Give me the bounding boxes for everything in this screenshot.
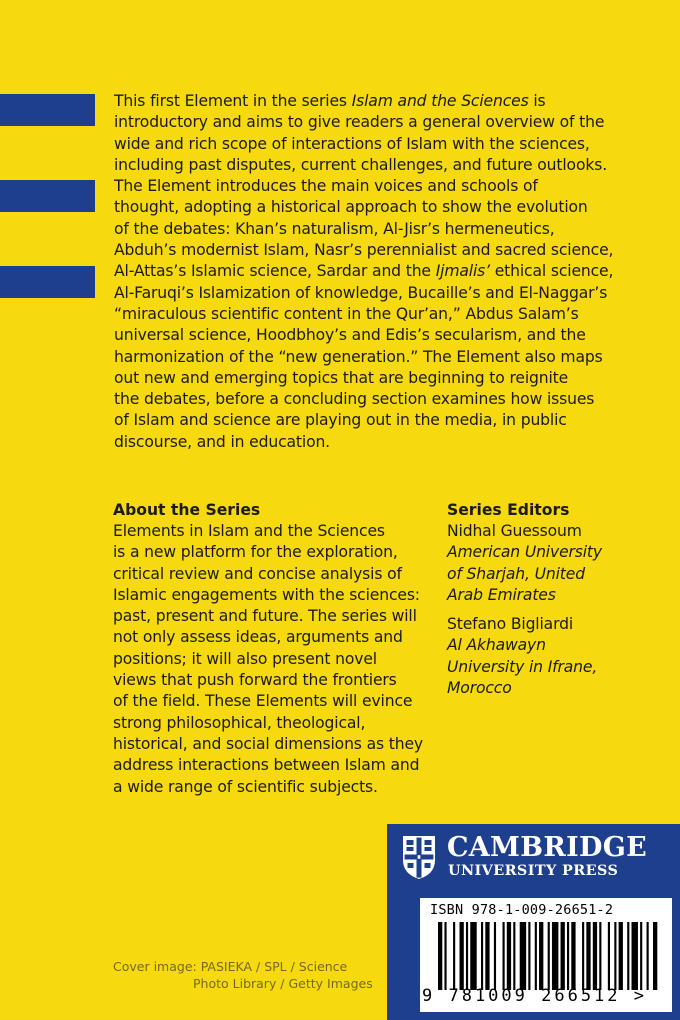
about-line: address interactions between Islam and bbox=[113, 756, 420, 775]
blurb-text: out new and emerging topics that are beginning to reignite bbox=[114, 368, 569, 387]
barcode-bar bbox=[539, 922, 543, 990]
barcode-bar bbox=[619, 922, 623, 990]
barcode-bar bbox=[632, 922, 638, 990]
barcode-icon bbox=[430, 922, 666, 990]
decorative-bar-2 bbox=[0, 180, 95, 212]
barcode-bar bbox=[460, 922, 464, 990]
blurb-text: of the debates: Khan’s naturalism, Al-Jisr’s hermeneutics, bbox=[114, 219, 555, 238]
blurb-line bbox=[114, 368, 670, 389]
barcode-bar bbox=[653, 922, 657, 990]
barcode-bar bbox=[535, 922, 537, 990]
editor-affiliation: University in Ifrane, bbox=[447, 657, 598, 676]
editor-name: Nidhal Guessoum bbox=[447, 522, 582, 540]
cover-image-credit bbox=[113, 958, 373, 992]
blurb-text: Abduh’s modernist Islam, Nasr’s perennialist and sacred science, bbox=[114, 241, 614, 260]
barcode-bar bbox=[614, 922, 616, 990]
about-text bbox=[113, 521, 433, 798]
cambridge-crest-icon bbox=[401, 834, 437, 880]
blurb-text: ethical science, bbox=[489, 262, 614, 281]
blurb-text: introductory and aims to give readers a general overview of the bbox=[114, 113, 605, 132]
barcode-bar bbox=[485, 922, 489, 990]
blurb-text: universal science, Hoodbhoy’s and Edis’s secularism, and the bbox=[114, 326, 586, 345]
blurb-italic-text: Ijmalis’ bbox=[435, 262, 490, 281]
blurb-line bbox=[114, 112, 670, 133]
blurb-line bbox=[114, 261, 670, 282]
barcode-area bbox=[420, 898, 672, 1012]
blurb-text: Al-Faruqi’s Islamization of knowledge, Bucaille’s and El-Naggar’s bbox=[114, 283, 608, 302]
barcode-bar bbox=[608, 922, 610, 990]
decorative-bar-3 bbox=[0, 266, 95, 298]
about-the-series bbox=[113, 500, 433, 798]
blurb-line bbox=[114, 219, 670, 240]
about-line: positions; it will also present novel bbox=[113, 649, 377, 668]
barcode-bar bbox=[503, 922, 505, 990]
about-line: historical, and social dimensions as they bbox=[113, 734, 423, 753]
barcode-bar bbox=[647, 922, 649, 990]
book-blurb bbox=[114, 91, 670, 453]
barcode-bar bbox=[586, 922, 590, 990]
blurb-text: the debates, before a concluding section examines how issues bbox=[114, 390, 595, 409]
blurb-line bbox=[114, 176, 670, 197]
blurb-text: thought, adopting a historical approach to show the evolution bbox=[114, 198, 588, 217]
blurb-line bbox=[114, 283, 670, 304]
about-heading: About the Series bbox=[113, 501, 261, 519]
about-line: of the field. These Elements will evince bbox=[113, 692, 413, 711]
about-line: a wide range of scientific subjects. bbox=[113, 777, 378, 796]
about-line: views that push forward the frontiers bbox=[113, 671, 397, 690]
decorative-bar-1 bbox=[0, 94, 95, 126]
blurb-line bbox=[114, 240, 670, 261]
barcode-bar bbox=[571, 922, 575, 990]
blurb-line bbox=[114, 134, 670, 155]
barcode-bar bbox=[567, 922, 569, 990]
blurb-text: of Islam and science are playing out in the media, in public bbox=[114, 411, 567, 430]
barcode-bar bbox=[582, 922, 584, 990]
editor-name: Stefano Bigliardi bbox=[447, 615, 573, 634]
barcode-bar bbox=[599, 922, 601, 990]
editor-spacer bbox=[447, 606, 672, 614]
publisher-panel bbox=[387, 824, 680, 1020]
blurb-text: The Element introduces the main voices and schools of bbox=[114, 177, 538, 196]
barcode-bar bbox=[481, 922, 483, 990]
editor-affiliation: of Sharjah, United bbox=[447, 564, 585, 583]
blurb-text: is bbox=[528, 92, 546, 110]
blurb-text: This first Element in the series bbox=[114, 92, 352, 110]
barcode-bar bbox=[453, 922, 455, 990]
publisher-subname: UNIVERSITY PRESS bbox=[448, 862, 619, 879]
blurb-line bbox=[114, 410, 670, 431]
barcode-bar bbox=[438, 922, 442, 990]
barcode-bar bbox=[444, 922, 446, 990]
about-line: critical review and concise analysis of bbox=[113, 564, 402, 583]
blurb-line bbox=[114, 155, 670, 176]
editor-affiliation: Morocco bbox=[447, 679, 512, 698]
barcode-bar bbox=[548, 922, 550, 990]
about-line: Elements in Islam and the Sciences bbox=[113, 522, 385, 540]
publisher-name: CAMBRIDGE bbox=[447, 832, 647, 863]
blurb-line bbox=[114, 432, 670, 453]
about-line: strong philosophical, theological, bbox=[113, 713, 366, 732]
isbn-label: ISBN 978-1-009-26651-2 bbox=[430, 902, 614, 918]
editor-affiliation: Al Akhawayn bbox=[447, 636, 546, 655]
barcode-bar bbox=[494, 922, 496, 990]
blurb-line bbox=[114, 197, 670, 218]
barcode-bar bbox=[528, 922, 530, 990]
blurb-italic-text: Islam and the Sciences bbox=[351, 92, 529, 110]
series-editors bbox=[447, 500, 672, 699]
credit-line-2: Photo Library / Getty Images bbox=[193, 976, 373, 991]
blurb-line bbox=[114, 91, 670, 112]
editor-affiliation: Arab Emirates bbox=[447, 585, 556, 604]
barcode-bar bbox=[561, 922, 565, 990]
barcode-bar bbox=[552, 922, 558, 990]
blurb-text: Al-Attas’s Islamic science, Sardar and the bbox=[114, 262, 436, 281]
about-line: is a new platform for the exploration, bbox=[113, 543, 398, 562]
barcode-bar bbox=[593, 922, 597, 990]
blurb-text: including past disputes, current challenges, and future outlooks. bbox=[114, 155, 607, 174]
blurb-line bbox=[114, 325, 670, 346]
barcode-bar bbox=[640, 922, 642, 990]
editors-list bbox=[447, 521, 672, 699]
credit-line-1: Cover image: PASIEKA / SPL / Science bbox=[113, 959, 348, 974]
barcode-bar bbox=[466, 922, 468, 990]
barcode-bar bbox=[520, 922, 526, 990]
blurb-text: discourse, and in education. bbox=[114, 432, 330, 451]
blurb-line bbox=[114, 347, 670, 368]
blurb-line bbox=[114, 389, 670, 410]
blurb-text: harmonization of the “new generation.” The Element also maps bbox=[114, 347, 603, 366]
blurb-text: wide and rich scope of interactions of Islam with the sciences, bbox=[114, 134, 590, 153]
about-line: past, present and future. The series will bbox=[113, 607, 417, 626]
blurb-line bbox=[114, 304, 670, 325]
editor-affiliation: American University bbox=[447, 543, 602, 562]
barcode-bar bbox=[470, 922, 476, 990]
barcode-bar bbox=[627, 922, 629, 990]
ean-digits: 9 781009 266512 > bbox=[422, 986, 647, 1006]
about-line: Islamic engagements with the sciences: bbox=[113, 585, 420, 604]
blurb-text: “miraculous scientific content in the Qur’an,” Abdus Salam’s bbox=[114, 304, 579, 323]
about-line: not only assess ideas, arguments and bbox=[113, 628, 403, 647]
barcode-bar bbox=[507, 922, 511, 990]
barcode-bar bbox=[513, 922, 515, 990]
editors-heading: Series Editors bbox=[447, 501, 570, 519]
